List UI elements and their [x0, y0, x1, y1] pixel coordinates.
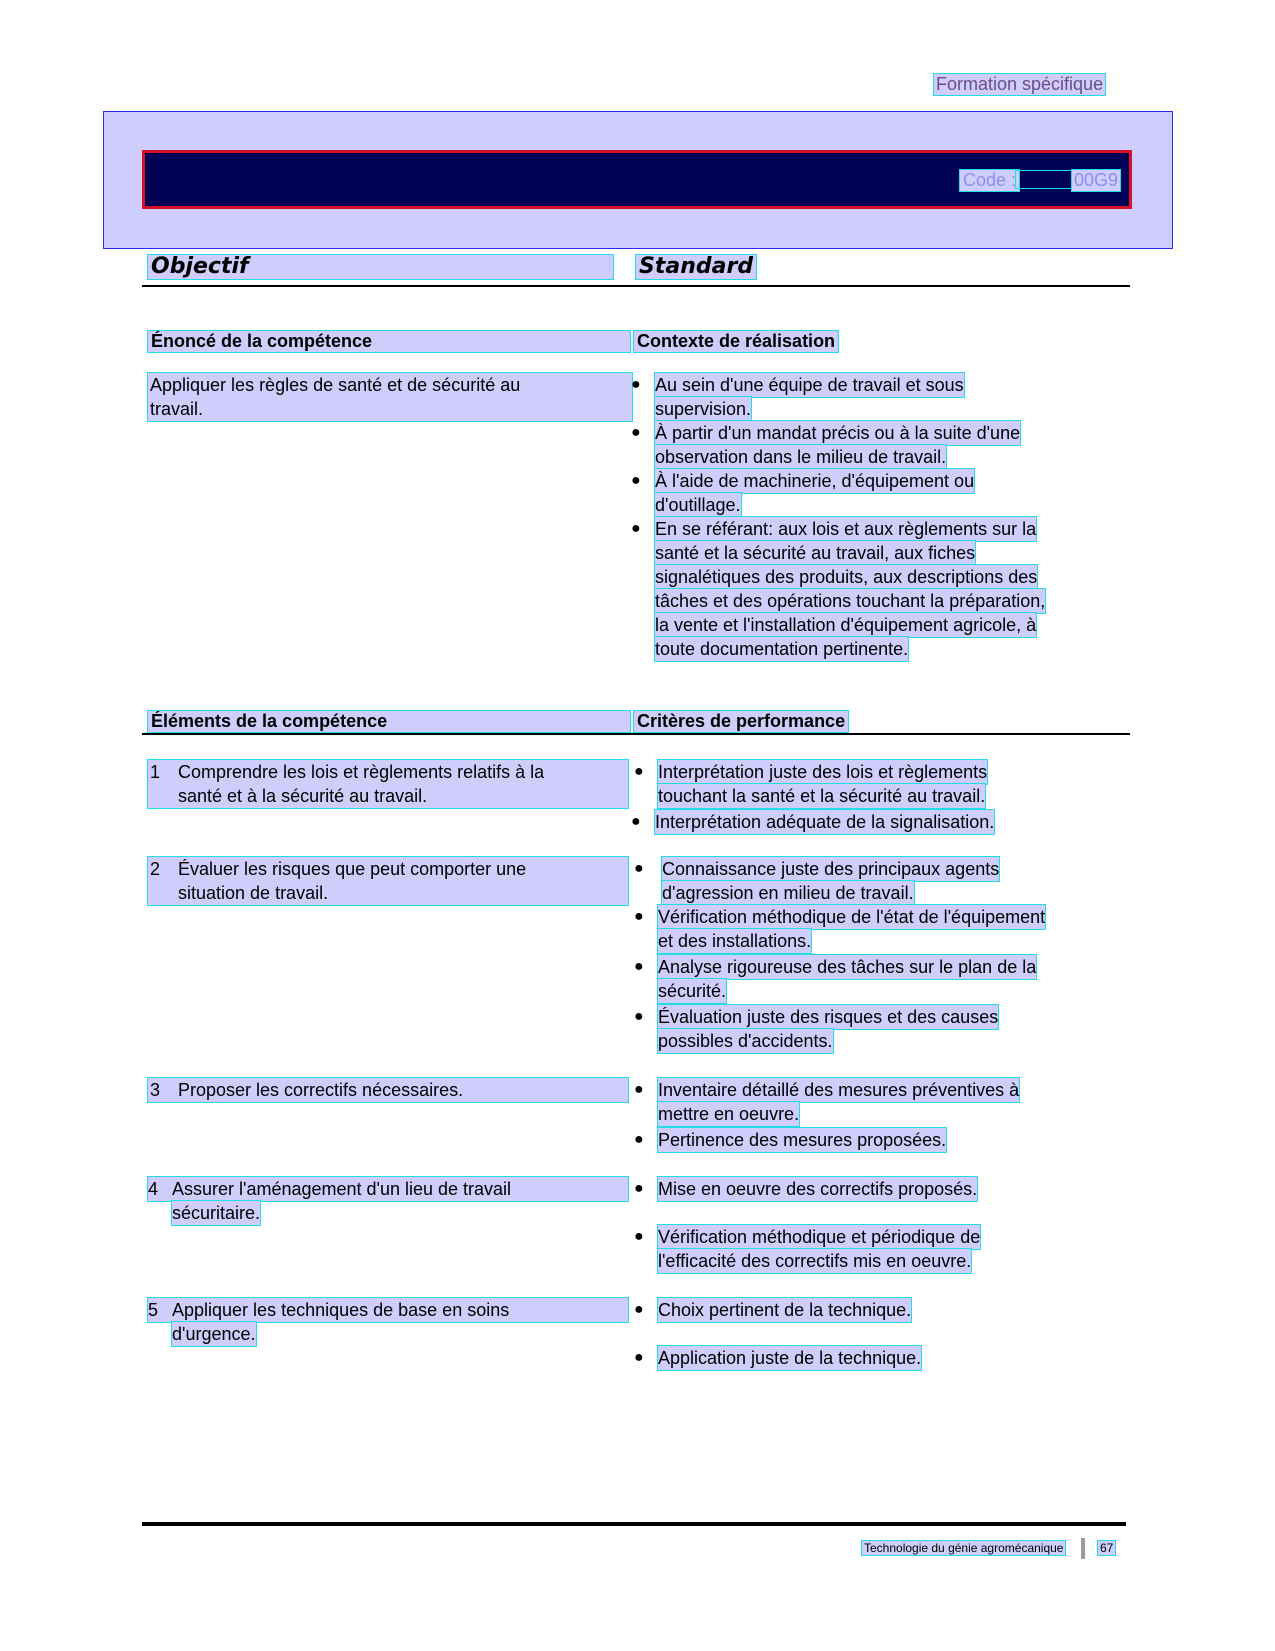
element-number: 4 [148, 1177, 628, 1201]
list-item [634, 1225, 981, 1273]
code-field-box [1016, 171, 1074, 188]
bullet-icon: ● [634, 1301, 644, 1318]
element-row [148, 760, 628, 808]
code-value: 00G9 [1074, 170, 1119, 190]
page-number: 67 [1100, 1541, 1114, 1555]
context-line: Au sein d'une équipe de travail et sous [655, 375, 964, 395]
context-line: santé et la sécurité au travail, aux fiches [655, 543, 976, 563]
criterion-line: l'efficacité des correctifs mis en oeuvre. [658, 1251, 972, 1271]
list-item [631, 373, 1045, 421]
element-line: Proposer les correctifs nécessaires. [178, 1080, 464, 1100]
element-row [148, 857, 628, 905]
competency-elements-title: Éléments de la compétence [148, 711, 630, 732]
context-line: tâches et des opérations touchant la préparation, [655, 591, 1046, 611]
list-item [634, 857, 1000, 905]
context-list [631, 373, 1046, 661]
context-line: À l'aide de machinerie, d'équipement ou [655, 471, 975, 491]
bullet-icon: ● [631, 813, 641, 830]
list-item [634, 1078, 1020, 1126]
bullet-icon: ● [631, 424, 641, 441]
bullet-icon: ● [631, 520, 641, 537]
criterion-line: Pertinence des mesures proposées. [658, 1130, 947, 1150]
criterion-line: Évaluation juste des risques et des causes [658, 1007, 999, 1027]
element-line: Assurer l'aménagement d'un lieu de travail [172, 1179, 512, 1199]
list-item [634, 905, 1046, 953]
element-number: 1 [150, 762, 161, 782]
list-item [631, 469, 1045, 517]
competency-statement [148, 373, 632, 421]
bullet-icon: ● [634, 1008, 644, 1025]
element-line: Comprendre les lois et règlements relatifs à la [178, 762, 545, 782]
objective-header: Objectif [148, 255, 613, 279]
list-item [631, 810, 995, 834]
element-line: Évaluer les risques que peut comporter une [178, 859, 527, 879]
bullet-icon: ● [634, 1228, 644, 1245]
element-number: 5 [148, 1298, 628, 1322]
section-rule [142, 733, 1130, 735]
list-item [634, 1346, 922, 1370]
criterion-line: d'agression en milieu de travail. [662, 883, 914, 903]
criteria-list [634, 1078, 1020, 1152]
criteria-list [634, 1298, 922, 1370]
bullet-icon: ● [634, 1131, 644, 1148]
list-item [631, 517, 1046, 661]
criterion-line: et des installations. [658, 931, 812, 951]
bullet-icon: ● [634, 1349, 644, 1366]
context-line: observation dans le milieu de travail. [655, 447, 947, 467]
criterion-line: Choix pertinent de la technique. [658, 1300, 912, 1320]
list-item [634, 1005, 1045, 1053]
element-line: situation de travail. [178, 883, 329, 903]
list-item [634, 1128, 1019, 1152]
element-line: d'urgence. [172, 1324, 256, 1344]
element-line: Appliquer les techniques de base en soins [172, 1300, 510, 1320]
footer-program: Technologie du génie agromécanique [864, 1541, 1064, 1555]
context-line: la vente et l'installation d'équipement agricole, à [655, 615, 1037, 635]
bullet-icon: ● [634, 958, 644, 975]
criterion-line: possibles d'accidents. [658, 1031, 833, 1051]
context-line: En se référant: aux lois et aux règlements sur la [655, 519, 1037, 539]
list-item [634, 1177, 980, 1201]
element-line: sécuritaire. [172, 1203, 261, 1223]
list-item [634, 760, 994, 808]
criterion-line: Interprétation juste des lois et règlements [658, 762, 988, 782]
header-rule [142, 285, 1130, 287]
context-line: signalétiques des produits, aux descriptions des [655, 567, 1038, 587]
criterion-line: Mise en oeuvre des correctifs proposés. [658, 1179, 978, 1199]
statement-line: travail. [150, 399, 204, 419]
criterion-line: Inventaire détaillé des mesures préventives à [658, 1080, 1020, 1100]
code-label: Code : [960, 170, 1019, 191]
list-item [631, 421, 1045, 469]
statement-line: Appliquer les règles de santé et de sécurité au [150, 375, 521, 395]
performance-criteria-title: Critères de performance [634, 711, 848, 732]
context-line: À partir d'un mandat précis ou à la suite d'une [655, 423, 1021, 443]
criterion-line: Analyse rigoureuse des tâches sur le plan de la [658, 957, 1037, 977]
criterion-line: Connaissance juste des principaux agents [662, 859, 1000, 879]
element-row [148, 1177, 628, 1225]
criterion-line: Interprétation adéquate de la signalisation. [655, 812, 995, 832]
criteria-list [631, 760, 995, 834]
criterion-line: sécurité. [658, 981, 727, 1001]
criterion-line: Application juste de la technique. [658, 1348, 922, 1368]
bullet-icon: ● [631, 472, 641, 489]
criteria-list [634, 1177, 981, 1273]
criterion-line: touchant la santé et la sécurité au travail. [658, 786, 986, 806]
bullet-icon: ● [634, 1081, 644, 1098]
criterion-line: Vérification méthodique de l'état de l'équipement [658, 907, 1046, 927]
context-line: supervision. [655, 399, 752, 419]
context-line: toute documentation pertinente. [655, 639, 909, 659]
element-line: santé et à la sécurité au travail. [178, 786, 428, 806]
bullet-icon: ● [634, 908, 644, 925]
criteria-list [634, 905, 1046, 1053]
footer-rule [142, 1522, 1126, 1526]
bullet-icon: ● [634, 860, 644, 877]
criterion-line: mettre en oeuvre. [658, 1104, 800, 1124]
element-number: 2 [150, 859, 161, 879]
list-item [634, 1298, 921, 1322]
context-title: Contexte de réalisation [634, 331, 838, 352]
competency-statement-title: Énoncé de la compétence [148, 331, 630, 352]
element-row [148, 1298, 628, 1346]
footer-separator [1081, 1538, 1085, 1559]
element-row [148, 1078, 628, 1102]
bullet-icon: ● [634, 1180, 644, 1197]
standard-header: Standard [636, 255, 756, 279]
criteria-list [634, 857, 1000, 905]
criterion-line: Vérification méthodique et périodique de [658, 1227, 981, 1247]
list-item [634, 955, 1045, 1003]
running-header: Formation spécifique [936, 74, 1104, 94]
context-line: d'outillage. [655, 495, 741, 515]
bullet-icon: ● [634, 763, 644, 780]
element-number: 3 [150, 1080, 161, 1100]
bullet-icon: ● [631, 376, 641, 393]
